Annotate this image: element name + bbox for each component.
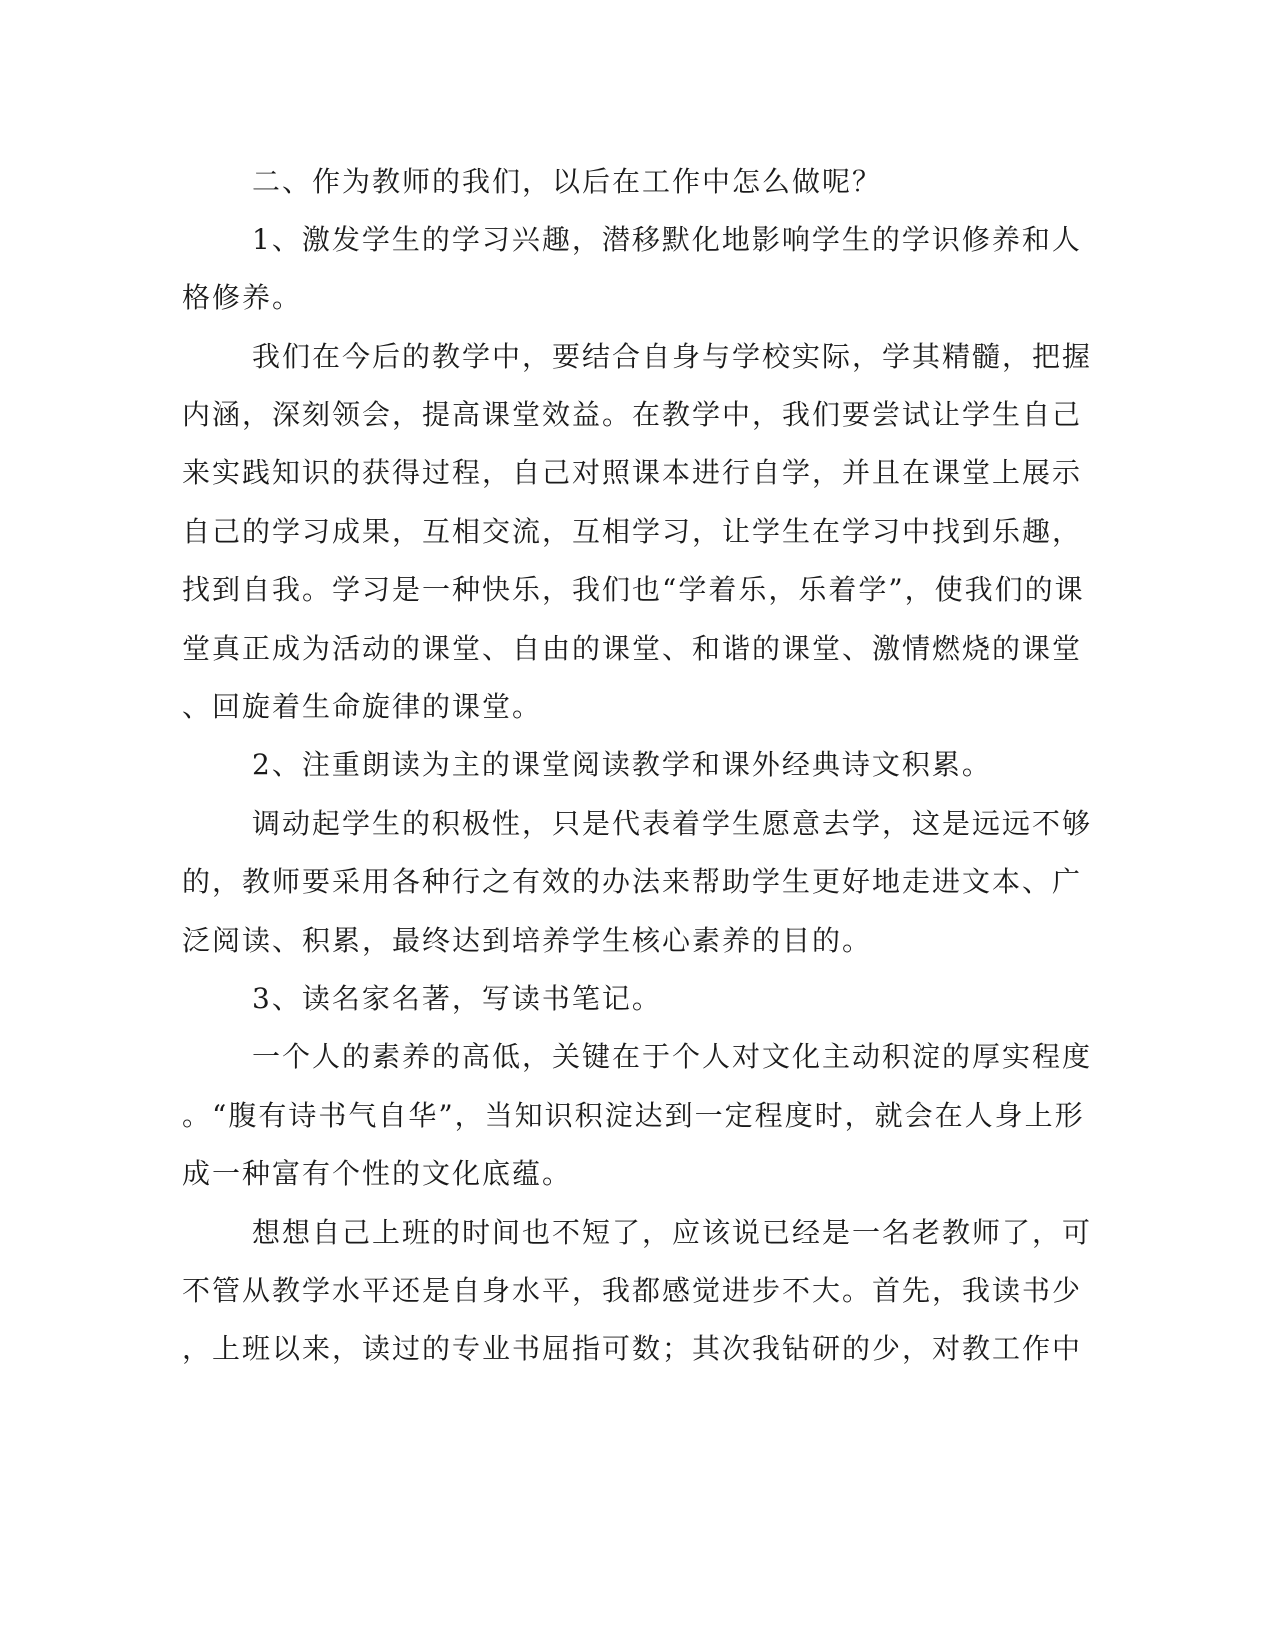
text-line: 内涵，深刻领会，提高课堂效益。在教学中，我们要尝试让学生自己 xyxy=(182,398,1083,431)
paragraph-start: 我们在今后的教学中，要结合自身与学校实际，学其精髓，把握 xyxy=(252,340,1093,373)
numbered-point-3: 3、读名家名著，写读书笔记。 xyxy=(252,982,662,1015)
text-line: 格修养。 xyxy=(182,281,303,314)
paragraph-start: 调动起学生的积极性，只是代表着学生愿意去学，这是远远不够 xyxy=(252,807,1093,840)
numbered-point-1: 1、激发学生的学习兴趣，潜移默化地影响学生的学识修养和人 xyxy=(252,223,1082,256)
paragraph-start: 想想自己上班的时间也不短了，应该说已经是一名老教师了，可 xyxy=(252,1216,1093,1249)
numbered-point-2: 2、注重朗读为主的课堂阅读教学和课外经典诗文积累。 xyxy=(252,748,992,781)
paragraph-start: 一个人的素养的高低，关键在于个人对文化主动积淀的厚实程度 xyxy=(252,1040,1093,1073)
text-line: ，上班以来，读过的专业书屈指可数；其次我钻研的少，对教工作中 xyxy=(182,1332,1083,1365)
text-line: 、回旋着生命旋律的课堂。 xyxy=(182,690,543,723)
text-line: 自己的学习成果，互相交流，互相学习，让学生在学习中找到乐趣， xyxy=(182,515,1083,548)
text-line: 不管从教学水平还是自身水平，我都感觉进步不大。首先，我读书少 xyxy=(182,1274,1083,1307)
text-line: 。“腹有诗书气自华”，当知识积淀达到一定程度时，就会在人身上形 xyxy=(182,1099,1085,1132)
section-heading: 二、作为教师的我们，以后在工作中怎么做呢？ xyxy=(252,165,883,198)
text-line: 找到自我。学习是一种快乐，我们也“学着乐，乐着学”，使我们的课 xyxy=(182,573,1085,606)
text-line: 来实践知识的获得过程，自己对照课本进行自学，并且在课堂上展示 xyxy=(182,456,1083,489)
text-line: 泛阅读、积累，最终达到培养学生核心素养的目的。 xyxy=(182,924,873,957)
text-line: 成一种富有个性的文化底蕴。 xyxy=(182,1157,573,1190)
text-line: 堂真正成为活动的课堂、自由的课堂、和谐的课堂、激情燃烧的课堂 xyxy=(182,632,1083,665)
text-line: 的，教师要采用各种行之有效的办法来帮助学生更好地走进文本、广 xyxy=(182,865,1083,898)
